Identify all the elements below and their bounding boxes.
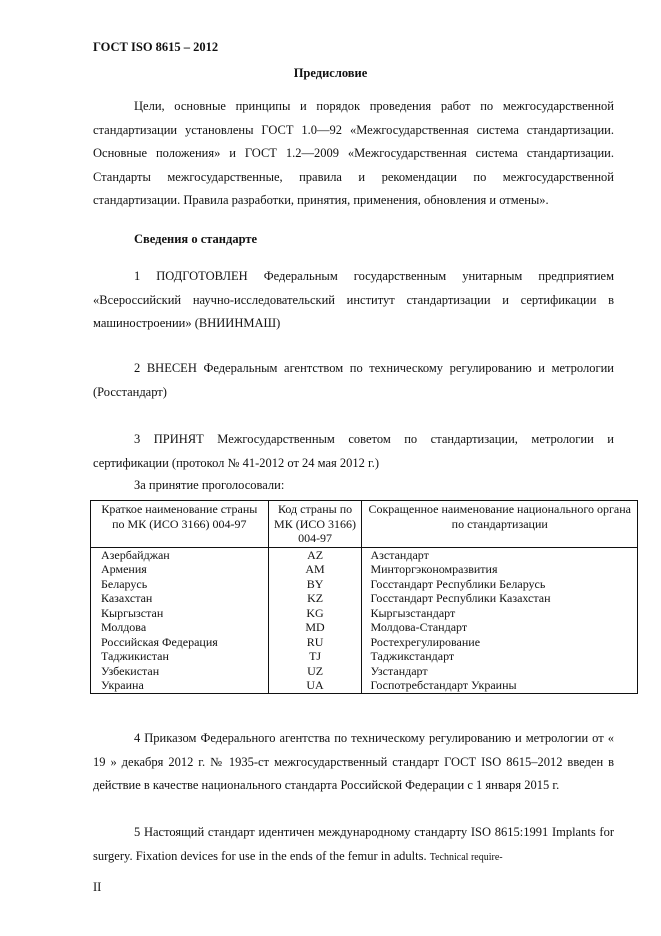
table-row [91, 635, 638, 650]
country-name: Украина [91, 678, 269, 693]
standard-info-heading: Сведения о стандарте [134, 232, 258, 246]
vote-title: За принятие проголосовали: [134, 478, 285, 492]
table-header-row [91, 501, 638, 548]
table-row [91, 664, 638, 679]
paragraph-3: 3 ПРИНЯТ Межгосударственным советом по стандартизации, метрологии и сертификации (протокол № 41-2012 от 24 мая 2012 г.) [93, 432, 614, 470]
table-row [91, 606, 638, 621]
table-row [91, 591, 638, 606]
country-name: Узбекистан [91, 664, 269, 679]
table-row [91, 620, 638, 635]
header-standards-body: Сокращенное наименование национального органа по стандартизации [362, 501, 638, 548]
country-name: Кыргызстан [91, 606, 269, 621]
standards-body: Госпотребстандарт Украины [362, 678, 638, 693]
standards-body: Госстандарт Республики Беларусь [362, 577, 638, 592]
header-country-code: Код страны по МК (ИСО 3166) 004-97 [268, 501, 362, 548]
paragraph-5-small: Technical require- [429, 851, 503, 863]
country-code: AZ [268, 547, 362, 562]
paragraph-4: 4 Приказом Федерального агентства по техническому регулированию и метрологии от « 19 » декабря 2012 г. № 1935-ст межгосударственный стандарт ГОСТ ISO 8615–2012 введен в действие в качестве национального стандарта Российской Федерации с 1 января 2015 г. [93, 731, 614, 793]
section-title: Предисловие [293, 66, 368, 80]
country-name: Молдова [91, 620, 269, 635]
header-country-name: Краткое наименование страны по МК (ИСО 3166) 004-97 [91, 501, 269, 548]
table-row [91, 678, 638, 693]
paragraph-1: 1 ПОДГОТОВЛЕН Федеральным государственным унитарным предприятием «Всероссийский научно-исследовательский институт стандартизации и сертификации в машиностроении» (ВНИИНМАШ) [93, 269, 614, 331]
standards-body: Узстандарт [362, 664, 638, 679]
country-code: KG [268, 606, 362, 621]
paragraph-2: 2 ВНЕСЕН Федеральным агентством по техническому регулированию и метрологии (Росстандарт) [93, 361, 614, 399]
country-name: Российская Федерация [91, 635, 269, 650]
table-row [91, 547, 638, 562]
country-name: Беларусь [91, 577, 269, 592]
standards-body: Азстандарт [362, 547, 638, 562]
standards-body: Кыргызстандарт [362, 606, 638, 621]
country-code: KZ [268, 591, 362, 606]
country-name: Казахстан [91, 591, 269, 606]
country-name: Азербайджан [91, 547, 269, 562]
standards-body: Минторгэкономразвития [362, 562, 638, 577]
table-row [91, 562, 638, 577]
standards-body: Молдова-Стандарт [362, 620, 638, 635]
standards-body: Ростехрегулирование [362, 635, 638, 650]
country-code: TJ [268, 649, 362, 664]
standards-body: Госстандарт Республики Казахстан [362, 591, 638, 606]
page-number: II [93, 880, 102, 894]
country-code: AM [268, 562, 362, 577]
voting-table [90, 500, 638, 694]
document-header: ГОСТ ISO 8615 – 2012 [93, 40, 219, 54]
standards-body: Таджикстандарт [362, 649, 638, 664]
country-code: UA [268, 678, 362, 693]
country-name: Армения [91, 562, 269, 577]
table-row [91, 649, 638, 664]
paragraph-5-main: 5 Настоящий стандарт идентичен международному стандарту ISO 8615:1991 Implants for surgery. Fixation devices for use in the ends of the femur in adults. [93, 825, 614, 863]
country-code: UZ [268, 664, 362, 679]
country-code: MD [268, 620, 362, 635]
paragraph-5 [93, 821, 614, 869]
country-code: RU [268, 635, 362, 650]
intro-paragraph: Цели, основные принципы и порядок проведения работ по межгосударственной стандартизации установлены ГОСТ 1.0—92 «Межгосударственная система стандартизации. Основные положения» и ГОСТ 1.2—2009 «Межгосударственная система стандартизации. Стандарты межгосударственные, правила и рекомендации по межгосударственной стандартизации. Правила разработки, принятия, применения, обновления и отмены». [93, 99, 614, 208]
table-row [91, 577, 638, 592]
country-code: BY [268, 577, 362, 592]
country-name: Таджикистан [91, 649, 269, 664]
